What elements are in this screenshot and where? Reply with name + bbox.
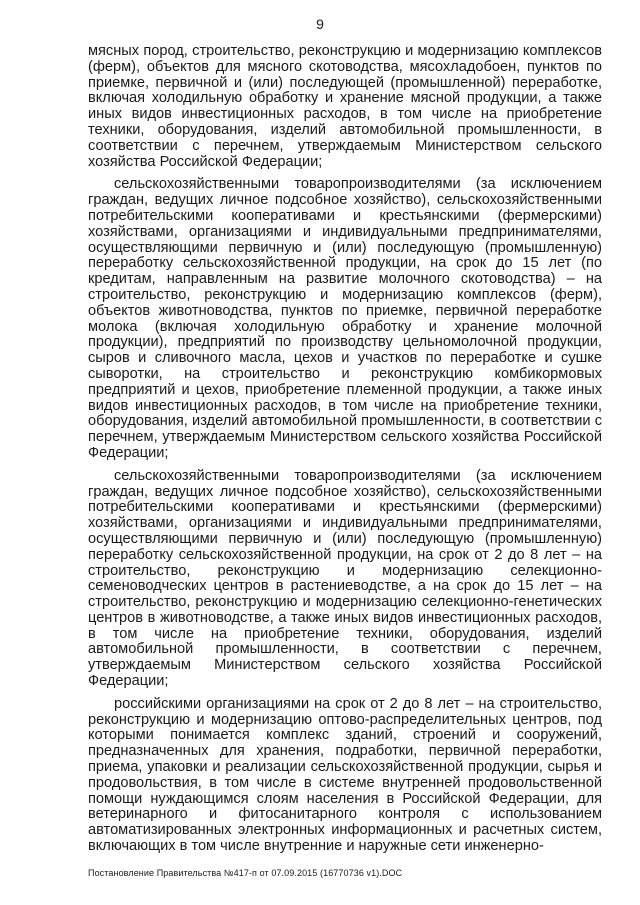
paragraph-1: мясных пород, строительство, реконструкцию и модернизацию комплексов (ферм), объектов для мясного скотоводства, мясохладобоен, пунктов по приемке, первичной и (или) последующей (промышленной) переработке, включая холодильную обработку и хранение мясной продукции, а также иных видов инвестиционных расходов, в том числе на приобретение техники, оборудования, изделий автомобильной промышленности, в соответствии с перечнем, утверждаемым Министерством сельского хозяйства Российской Федерации; — [88, 43, 602, 170]
document-footer: Постановление Правительства №417-п от 07.09.2015 (16770736 v1).DOC — [88, 868, 403, 878]
paragraph-3: сельскохозяйственными товаропроизводителями (за исключением граждан, ведущих личное подсобное хозяйство), сельскохозяйственными потребительскими кооперативами и крестьянскими (фермерскими) хозяйствами, организациями и индивидуальными предпринимателями, осуществляющими первичную и (или) последующую (промышленную) переработку сельскохозяйственной продукции, на срок от 2 до 8 лет – на строительство, реконструкцию и модернизацию селекционно-семеноводческих центров в растениеводстве, а на срок до 15 лет – на строительство, реконструкцию и модернизацию селекционно-генетических центров в животноводстве, а также иных видов инвестиционных расходов, в том числе на приобретение техники, оборудования, изделий автомобильной промышленности, в соответствии с перечнем, утверждаемым Министерством сельского хозяйства Российской Федерации; — [88, 467, 602, 690]
page-number: 9 — [316, 16, 324, 32]
paragraph-2: сельскохозяйственными товаропроизводителями (за исключением граждан, ведущих личное подсобное хозяйство), сельскохозяйственными потребительскими кооперативами и крестьянскими (фермерскими) хозяйствами, организациями и индивидуальными предпринимателями, осуществляющими первичную и (или) последующую (промышленную) переработку сельскохозяйственной продукции, на срок до 15 лет (по кредитам, направленным на развитие молочного скотоводства) – на строительство, реконструкцию и модернизацию комплексов (ферм), объектов животноводства, пунктов по приемке, первичной переработке молока (включая холодильную обработку и хранение молочной продукции), предприятий по производству цельномолочной продукции, сыров и сливочного масла, цехов и участков по переработке и сушке сыворотки, на строительство и реконструкцию комбикормовых предприятий и цехов, приобретение племенной продукции, а также иных видов инвестиционных расходов, в том числе на приобретение техники, оборудования, изделий автомобильной промышленности, в соответствии с перечнем, утверждаемым Министерством сельского хозяйства Российской Федерации; — [88, 176, 602, 461]
paragraph-4: российскими организациями на срок от 2 до 8 лет – на строительство, реконструкцию и модернизацию оптово-распределительных центров, под которыми понимается комплекс зданий, строений и сооружений, предназначенных для хранения, подработки, первичной переработки, приема, упаковки и реализации сельскохозяйственной продукции, сырья и продовольствия, в том числе в системе внутренней продовольственной помощи нуждающимся слоям населения в Российской Федерации, для ветеринарного и фитосанитарного контроля с использованием автоматизированных электронных информационных и расчетных систем, включающих в том числе внутренние и наружные сети инженерно- — [88, 695, 602, 855]
document-body — [88, 44, 602, 855]
